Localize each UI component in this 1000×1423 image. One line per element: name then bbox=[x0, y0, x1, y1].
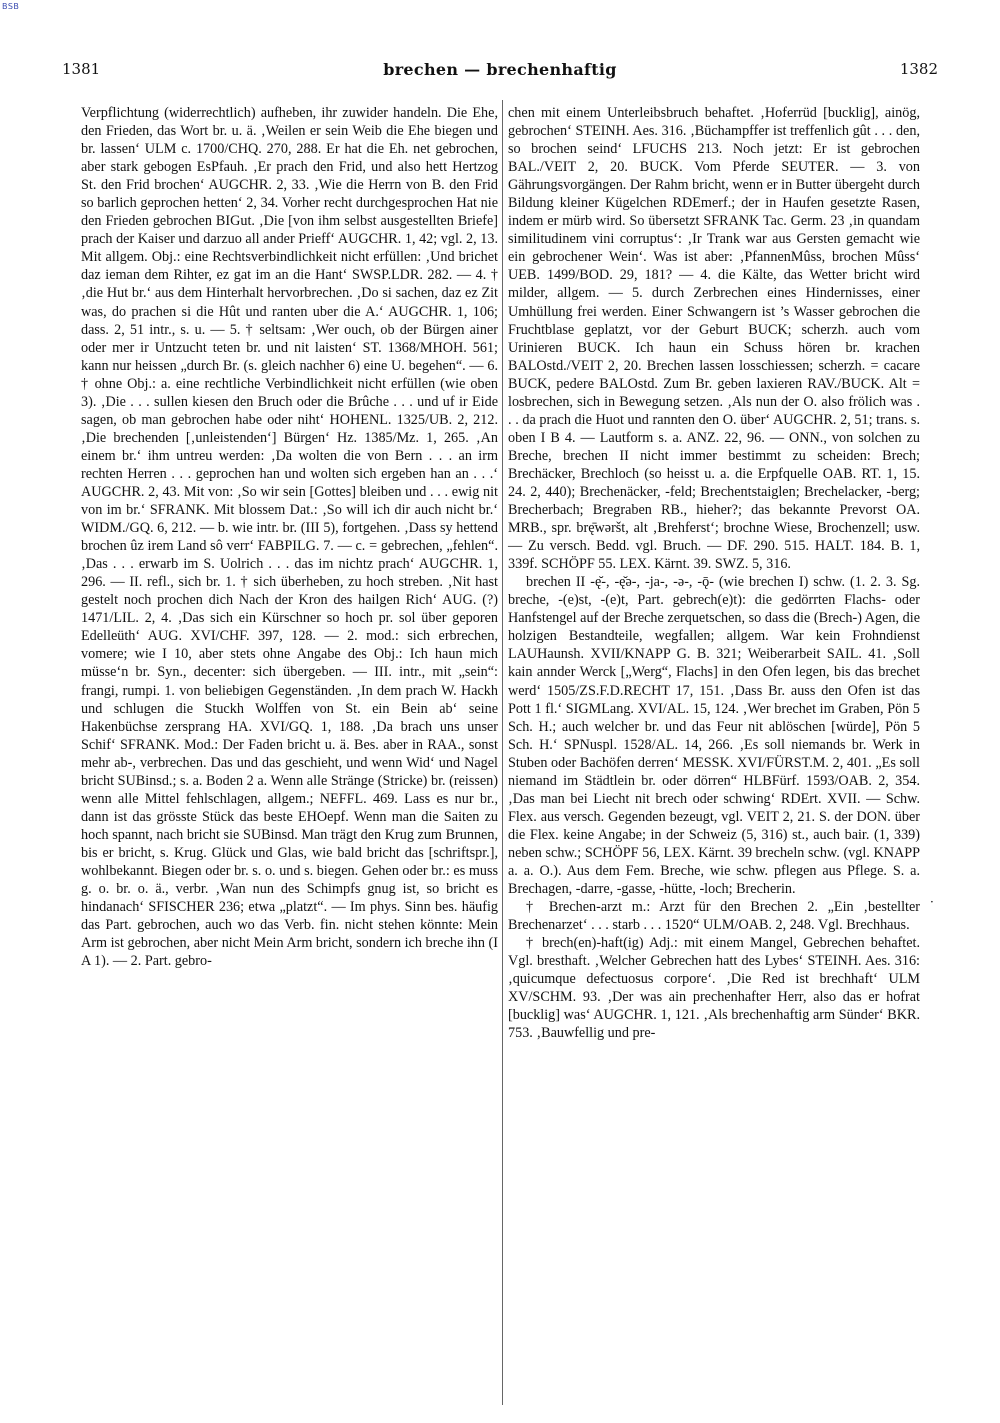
margin-mark: · bbox=[930, 895, 934, 909]
entry-brechen-i-continued: chen mit einem Unterleibsbruch behaftet. ‚Hoferrüd [bucklig], ainög, gebrochen‘ STEINH. Aes. 316. ‚Büchampffer ist treffenlich gût . . . den, so brochen seind‘ LFUCHS 213. Noch jetzt: Er ist gebrochen BAL./VEIT 2, 20. BUCK. Vom Pferde SEUTER. — 3. von Gährungsvorgängen. Der Rahm bricht, wenn er in Butter übergeht durch Bildung kleiner Kügelchen RDEmerf.; der in Haufen gesetzte Rasen, indem er mürb wird. So übersetzt SFRANK Tac. Germ. 23 ‚in quandam similitudinem vini corruptus‘: ‚Ir Trank war aus Gersten gemacht wie ein gebrochener Wein‘. Was ist aber: ‚PfannenMûss, brochen Mûss‘ UEB. 1499/BOD. 29, 181? — 4. die Kälte, das Wetter bricht wird milder, allgem. — 5. durch Zerbrechen eines Hindernisses, einer Umhüllung frei werden. Einer Schwangern ist ’s Wasser gebrochen die Fruchtblase geplatzt, vor der Geburt BUCK; scherzh. auch vom Urinieren BUCK. Ich haun ein Schuss hören br. krachen BALOstd./VEIT 2, 20. Brechen lassen losschiessen; scherzh. = cacare BUCK, pedere BALOstd. Zum Br. geben laxieren RAV./BUCK. Alt = losbrechen, sich in Bewegung setzen. ‚Als nun der O. also frölich was . . . da prach die Huot und rannten den O. über‘ AUGCHR. 2, 51; trans. s. oben I B 4. — Lautform s. a. ANZ. 22, 96. — ONN., von solchen zu Breche, brechen II nicht immer bestimmt zu scheiden: Brech; Brechäcker, Brechloch (so heisst u. a. die Erpfquelle OAB. RT. 1, 15. 24. 2, 440); Brechenäcker, -feld; Brechentstaiglen; Brechelacker, -berg; Brecherbach; Bregraben RB., hieher?; das bekannte Prevorst OA. MRB., spr. brę̄wəršt, alt ‚Brehferst‘; brochne Wiese, Brochenzell; usw. — Zu versch. Bedd. vgl. Bruch. — DF. 290. 515. HALT. 184. B. 1, 339f. SCHÖPF 55. LEX. Kärnt. 39. SWZ. 5, 316. bbox=[508, 105, 920, 573]
running-head: brechen — brechenhaftig bbox=[383, 60, 617, 79]
entry-brechenhaftig: † brech(en)-haft(ig) Adj.: mit einem Mangel, Gebrechen behaftet. Vgl. bresthaft. ‚Welcher Gebrechen hatt des Lybes‘ STEINH. Aes. 316: ‚quicumque defectuosus corpore‘. ‚Die Red ist brechhaft‘ ULM XV/SCHM. 93. ‚Der was ain prechenhafter Herr, also das er hofrat [bucklig] was‘ AUGCHR. 1, 121. ‚Als brechenhaftig arm Sünder‘ BKR. 753. ‚Bauwfellig und pre- bbox=[508, 935, 920, 1042]
left-column-text: Verpflichtung (widerrechtlich) aufheben, ihr zuwider handeln. Die Ehe, den Frieden, das Wort br. u. ä. ‚Weilen er sein Weib die Ehe biegen und br. lassen‘ ULM c. 1700/CHQ. 270, 288. Er hat die Eh. net gebrochen, aber stark gebogen EsPfauh. ‚Er prach den Frid, und also hett Hertzog St. den Frid brochen‘ AUGCHR. 2, 33. ‚Wie die Herrn von B. den Frid so barlich geprochen hetten‘ 2, 34. Vorher recht durchgesprochen Hat nie den Frieden gebrochen BIGut. ‚Die [von ihm selbst ausgestellten Briefe] prach der Kaiser und darzuo all ander Prieff‘ AUGCHR. 1, 42; vgl. 2, 13. Mit allgem. Obj.: eine Rechtsverbindlichkeit nicht erfüllen: ‚Und brichet daz ieman dem Rihter, ez gat im an die Hant‘ SWSP.LDR. 282. — 4. † ‚die Hut br.‘ aus dem Hinterhalt hervorbrechen. ‚Do si sachen, daz ez Zit was, do prachen si die Hût und ranten uber die A.‘ AUGCHR. 1, 106; dass. 2, 51 intr., s. u. — 5. † seltsam: ‚Wer ouch, ob der Bürgen ainer oder mer ir Untzucht teten br. und nit laisten‘ ST. 1368/MHOH. 561; kann nur heissen „durch Br. (s. gleich nachher 6) eine U. begehen“. — 6. † ohne Obj.: a. eine rechtliche Verbindlichkeit nicht erfüllen (wie oben 3). ‚Die . . . sullen kiesen den Bruch oder die Brûche . . . und uf ir Eide sagen, ob man gebrochen habe oder niht‘ HOHENL. 1325/UB. 2, 212. ‚Die brechenden [‚unleistenden‘] Bürgen‘ Hz. 1385/Mz. 1, 265. ‚An einem br.‘ ihm untreu werden: ‚Da wolten die von Bern . . . an irm rechten Herren . . . geprochen han und wolten sich ergeben han an . . .‘ AUGCHR. 2, 43. Mit von: ‚So wir sein [Gottes] bleiben und . . . ewig nit von im br.‘ SFRANK. Mit blossem Dat.: ‚So will ich dir auch nicht br.‘ WIDM./GQ. 6, 212. — b. wie intr. br. (III 5), fortgehen. ‚Dass sy hettend brochen ûz irem Land sô verr‘ FABPILG. 7. — c. = gebrechen, „fehlen“. ‚Das . . . erwarb im S. Uolrich . . . das im nichtz prach‘ AUGCHR. 1, 296. — II. refl., sich br. 1. † sich überheben, zu hoch streben. ‚Nit hast gestelt noch prochen dich Nach der Kron des hailgen Rich‘ AUG. (?) 1471/LIL. 2, 4. ‚Das sich ein Kürschner so hoch pr. sol über geporen Edelleüth‘ AUG. XVI/CHF. 397, 128. — 2. mod.: sich erbrechen, vomere; wie I 10, aber stets ohne Angabe des Obj.: Ich haun mich müsse‘n br. Syn., decenter: sich übergeben. — III. intr., mit „sein“: frangi, rumpi. 1. von beliebigen Gegenständen. ‚In dem prach W. Hackh und schlugen die Stuckh Wolffen von St. ein Bein ab‘ seine Hakenbüchse zersprang HA. XVI/GQ. 1, 188. ‚Da brach uns unser Schif‘ SFRANK. Mod.: Der Faden bricht u. ä. Bes. aber in RAA., sonst mehr ab-, verbrechen. Das und das geschieht, und wenn Wid‘ und Nagel bricht SUBinsd.; s. a. Boden 2 a. Wenn alle Stränge (Stricke) br. (reissen) wenn alle Mittel fehlschlagen, allgem.; NEFFL. 469. Lass es nur br., dann ist das grösste Stück das beste EHOepf. Wenn man die Saiten zu hoch spannt, nach bricht sie SUBinsd. Man trägt den Krug zum Brunnen, bis er bricht, s. Krug. Glück und Glas, wie bald bricht das [schriftspr.], wohlbekannt. Biegen oder br. s. o. und s. biegen. Gehen oder br.: es muss g. o. br. o. ä., verbr. ‚Wan nun des Schimpfs gnug ist, so bricht es hindanach‘ SFISCHER 236; etwa „platzt“. — Im phys. Sinn bes. häufig das Part. gebrochen, auch wo das Verb. fin. nicht stehen könnte: Mein Arm ist gebrochen, aber nicht Mein Arm bricht, sondern ich breche ihn (I A 1). — 2. Part. gebro- bbox=[81, 105, 498, 970]
entry-brechen-ii: brechen II -ę̆-, -ę̆ə-, -ja-, -ə-, -ǭ- (wie brechen I) schw. (1. 2. 3. Sg. breche, -(e)st, -(e)t, Part. gebrech(e)t): die gedörrten Flachs- oder Hanfstengel auf der Breche zerquetschen, so dass die (Brech-) Agen, die holzigen Bestandteile, wegfallen; allgem. War kein Frohndienst LAUHaunsh. XVII/KNAPP G. B. 321; Weiberarbeit SAIL. 41. ‚Soll kain annder Werck [„Werg“, Flachs] in den Ofen legen, bis das brechet werd‘ 1505/ZS.F.D.RECHT 17, 151. ‚Dass Br. auss den Ofen ist das Pott 1 fl.‘ SIGMLang. XVI/AL. 15, 124. ‚Wer brechet im Graben, Pön 5 Sch. H.; auch welcher br. und das Feur nit ablöschen [würde], Pön 5 Sch. H.‘ SPNuspl. 1528/AL. 14, 266. ‚Es soll niemands br. Werk in Stuben oder Bachöfen derren‘ MESSK. XVI/FÜRST.M. 2, 401. „Es soll niemand im Städtlein br. oder dörren“ HLBFürf. 1593/OAB. 2, 354. ‚Das man bei Liecht nit brech oder schwing‘ RDErt. XVII. — Schw. Flex. aus versch. Gegenden bezeugt, vgl. VEIT 2, 21. S. der DON. über die Flex. keine Angabe; in der Schweiz (5, 316) st., auch bair. (1, 339) neben schw.; SCHÖPF 56, LEX. Kärnt. 39 brecheln schw. (vgl. KNAPP a. a. O.). Aus dem Fem. Breche, wie schw. pflegen aus Pflege. S. a. Brechagen, -darre, -gasse, -hütte, -loch; Brecherin. bbox=[508, 574, 920, 898]
page-header bbox=[62, 60, 938, 86]
library-stamp: BSB bbox=[2, 2, 20, 11]
page-number-right: 1382 bbox=[899, 60, 938, 78]
right-column bbox=[508, 104, 920, 1042]
entry-brechen-arzt: † Brechen-arzt m.: Arzt für den Brechen 2. „Ein ‚bestellter Brechenarzet‘ . . . starb . . . 1520“ ULM/OAB. 2, 248. Vgl. Brechhaus. bbox=[508, 899, 920, 934]
left-column bbox=[81, 104, 498, 970]
page-number-left: 1381 bbox=[62, 60, 101, 78]
column-rule bbox=[502, 100, 503, 1405]
